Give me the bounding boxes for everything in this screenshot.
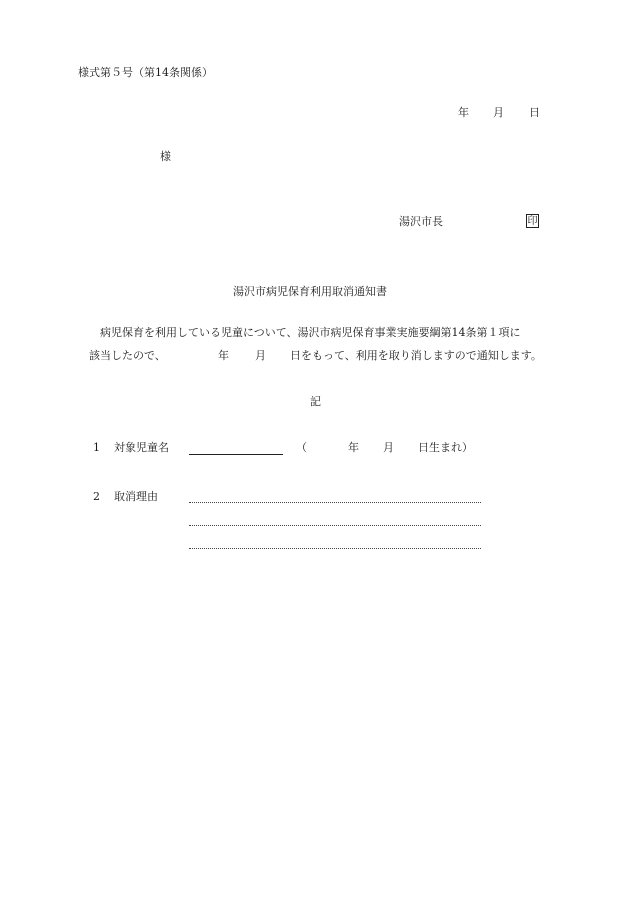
reason-line-1 — [189, 502, 481, 503]
birth-suffix: 日生まれ） — [418, 441, 473, 454]
date-month-label: 月 — [493, 106, 504, 119]
item-label: 対象児童名 — [114, 441, 169, 454]
issuer-title: 湯沢市長 — [399, 215, 443, 228]
birth-open-paren: （ — [296, 441, 307, 454]
date-year-label: 年 — [458, 106, 469, 119]
birth-year-label: 年 — [348, 441, 359, 454]
seal-mark: 印 — [527, 216, 538, 227]
reason-line-2 — [189, 525, 481, 526]
child-name-field-line — [189, 454, 283, 455]
body-line-2-month: 月 — [255, 349, 266, 362]
body-line-2-suffix: 日をもって、利用を取り消しますので通知します。 — [290, 349, 542, 362]
birth-month-label: 月 — [383, 441, 394, 454]
document-title: 湯沢市病児保育利用取消通知書 — [233, 285, 387, 298]
reason-line-3 — [189, 548, 481, 549]
addressee-suffix: 様 — [160, 150, 171, 163]
body-line-2-year: 年 — [218, 349, 229, 362]
form-number: 様式第５号（第14条関係） — [78, 66, 213, 79]
item-label: 取消理由 — [114, 490, 158, 503]
item-number: 1 — [93, 441, 100, 454]
item-number: 2 — [93, 490, 100, 503]
body-line-2-prefix: 該当したので、 — [89, 349, 166, 362]
body-line-1: 病児保育を利用している児童について、湯沢市病児保育事業実施要綱第14条第１項に — [100, 326, 521, 339]
date-day-label: 日 — [529, 106, 540, 119]
ki-heading: 記 — [310, 395, 321, 408]
